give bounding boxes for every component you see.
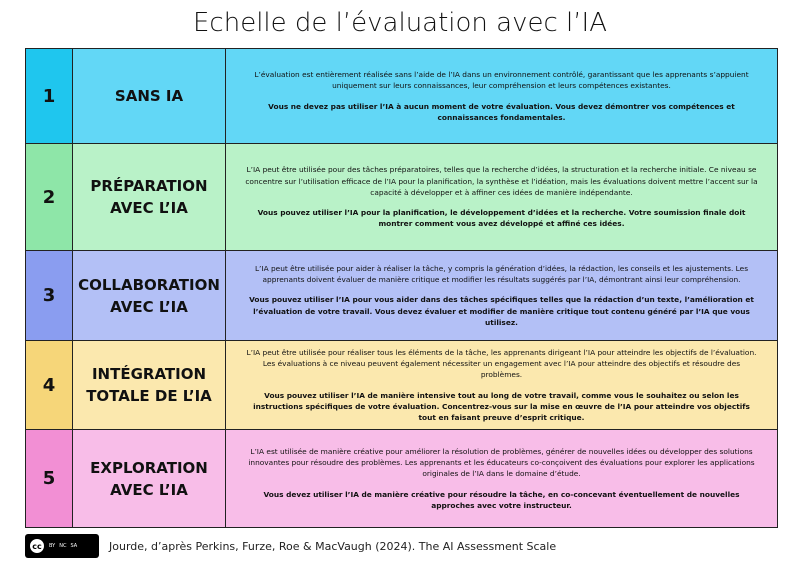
level-number: 1 [26, 49, 73, 143]
level-number: 5 [26, 430, 73, 527]
level-description [226, 430, 777, 527]
level-description-text: L’IA est utilisée de manière créative pour améliorer la résolution de problèmes, générer de nouvelles idées ou développer des solutions innovantes pour résoudre des problèmes. Les apprenants et les éducateurs co-conçoivent des évaluations pour explorer les applications originales de l’IA dans le domaine d’étude. [248, 446, 755, 479]
level-row-4 [26, 341, 777, 430]
license-sa: SA [70, 543, 78, 549]
level-number: 3 [26, 251, 73, 340]
level-instruction-text: Vous pouvez utiliser l’IA pour vous aider dans des tâches spécifiques telles que la rédaction d’un texte, l’amélioration et l’évaluation de votre travail. Vous devez évaluer et modifier de manière critique tout contenu généré par l’IA que vous utilisez. [249, 295, 754, 327]
level-instruction-text: Vous pouvez utiliser l’IA pour la planification, le développement d’idées et la recherche. Votre soumission finale doit montrer comment vous avez développé et affiné ces idées. [257, 208, 746, 229]
level-instruction-text: Vous ne devez pas utiliser l’IA à aucun moment de votre évaluation. Vous devez démontrer vos compétences et connaissances fondamentales. [268, 101, 735, 122]
level-description [226, 144, 777, 250]
level-label: SANS IA [73, 49, 226, 143]
level-row-5 [26, 430, 777, 527]
level-description-text: L’IA peut être utilisée pour réaliser tous les éléments de la tâche, les apprenants dirigeant l’IA pour atteindre les objectifs de l’évaluation. Les évaluations à ce niveau peuvent également nécessiter un engagement avec l’IA pour atteindre des objectifs et résoudre des problèmes. [246, 347, 757, 380]
page-title: Echelle de l’évaluation avec l’IA [193, 8, 607, 38]
cc-circle-icon: cc [28, 537, 46, 555]
license-by: BY [49, 543, 56, 549]
attribution-text: Jourde, d’après Perkins, Furze, Roe & MacVaugh (2024). The AI Assessment Scale [109, 539, 557, 553]
level-row-2 [26, 144, 777, 251]
level-description [226, 251, 777, 340]
level-instruction-text: Vous pouvez utiliser l’IA de manière intensive tout au long de votre travail, comme vous le souhaitez ou selon les instructions spécifiques de votre évaluation. Concentrez-vous sur la mise en œuvre de l’IA pour atteindre vos objectifs tout en faisant preuve d’esprit critique. [253, 390, 750, 422]
footer [25, 534, 556, 558]
level-description-text: L’IA peut être utilisée pour des tâches préparatoires, telles que la recherche d’idées, la structuration et la recherche initiale. Ce niveau se concentre sur l’utilisation efficace de l’IA pour la planification, la synthèse et l’idéation, mais les évaluations doivent mettre l’accent sur la capacité à développer et à affiner ces idées de manière indépendante. [245, 165, 758, 197]
level-label: EXPLORATION AVEC L’IA [73, 430, 226, 527]
scale-table [25, 48, 778, 528]
level-description [226, 49, 777, 143]
level-instruction-text: Vous devez utiliser l’IA de manière créative pour résoudre la tâche, en co-concevant éventuellement de nouvelles approches avec votre instructeur. [263, 489, 740, 510]
level-row-3 [26, 251, 777, 341]
level-label: COLLABORATION AVEC L’IA [73, 251, 226, 340]
level-number: 2 [26, 144, 73, 250]
level-label: INTÉGRATION TOTALE DE L’IA [73, 341, 226, 429]
level-row-1 [26, 49, 777, 144]
level-description [226, 341, 777, 429]
level-description-text: L’évaluation est entièrement réalisée sans l’aide de l’IA dans un environnement contrôlé, garantissant que les apprenants s’appuient uniquement sur leurs connaissances, leur compréhension et leurs compétences existantes. [254, 70, 749, 91]
creative-commons-icon [25, 534, 99, 558]
level-label: PRÉPARATION AVEC L’IA [73, 144, 226, 250]
level-number: 4 [26, 341, 73, 429]
level-description-text: L’IA peut être utilisée pour aider à réaliser la tâche, y compris la génération d’idées, la rédaction, les conseils et les ajustements. Les apprenants doivent évaluer de manière critique et modifier les résultats suggérés par l’IA, démontrant ainsi leur compréhension. [254, 263, 749, 285]
license-nc: NC [59, 543, 67, 549]
license-labels [49, 543, 77, 549]
